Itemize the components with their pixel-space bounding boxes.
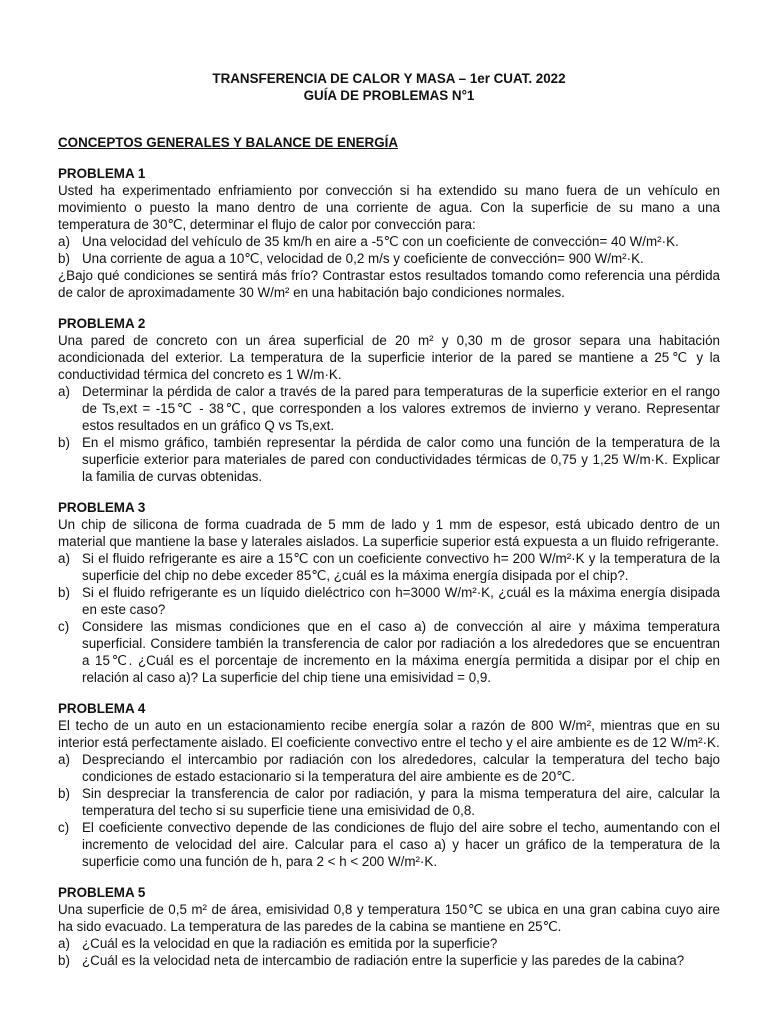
problem-3 [58, 499, 720, 686]
item-label: c) [58, 619, 70, 634]
problem-intro: Una superficie de 0,5 m² de área, emisividad 0,8 y temperatura 150℃ se ubica en una gran cabina cuyo aire ha sido evacuado. La temperatura de las paredes de la cabina se mantiene en 25℃. [58, 902, 720, 934]
problem-title: PROBLEMA 2 [58, 316, 146, 331]
item-text: Despreciando el intercambio por radiación con los alrededores, calcular la temperatura del techo bajo condiciones de estado estacionario si la temperatura del aire ambiente es de 20℃. [82, 752, 720, 784]
problem-outro: ¿Bajo qué condiciones se sentirá más frío? Contrastar estos resultados tomando como referencia una pérdida de calor de aproximadamente 30 W/m² en una habitación bajo condiciones normales. [58, 268, 720, 300]
problem-item [58, 785, 720, 819]
item-text: ¿Cuál es la velocidad neta de intercambio de radiación entre la superficie y las paredes de la cabina? [82, 953, 685, 968]
problem-1 [58, 165, 720, 301]
problem-item [58, 751, 720, 785]
item-text: Si el fluido refrigerante es un líquido dieléctrico con h=3000 W/m²·K, ¿cuál es la máxima energía disipada en este caso? [82, 585, 720, 617]
section-title: CONCEPTOS GENERALES Y BALANCE DE ENERGÍA [58, 135, 399, 150]
problem-2 [58, 315, 720, 485]
problem-item [58, 434, 720, 485]
item-label: a) [58, 384, 70, 399]
item-label: b) [58, 953, 70, 968]
item-label: b) [58, 786, 70, 801]
document-title: TRANSFERENCIA DE CALOR Y MASA – 1er CUAT. 2022 [212, 71, 566, 86]
problem-item [58, 618, 720, 686]
problem-5 [58, 884, 720, 969]
item-label: a) [58, 551, 70, 566]
problem-title: PROBLEMA 1 [58, 166, 146, 181]
item-text: Si el fluido refrigerante es aire a 15℃ con un coeficiente convectivo h= 200 W/m²·K y la temperatura de la superficie del chip no debe exceder 85℃, ¿cuál es la máxima energía disipada por el chip?. [82, 551, 720, 583]
problem-item [58, 550, 720, 584]
item-text: Sin despreciar la transferencia de calor por radiación, y para la misma temperatura del aire, calcular la temperatura del techo si su superficie tiene una emisividad de 0,8. [82, 786, 720, 818]
item-label: c) [58, 820, 70, 835]
problem-intro: Una pared de concreto con un área superficial de 20 m² y 0,30 m de grosor separa una habitación acondicionada del exterior. La temperatura de la superficie interior de la pared se mantiene a 25℃ y la conductividad térmica del concreto es 1 W/m·K. [58, 333, 720, 382]
problem-title: PROBLEMA 3 [58, 500, 146, 515]
problem-item [58, 584, 720, 618]
item-label: b) [58, 251, 70, 266]
item-text: Considere las mismas condiciones que en el caso a) de convección al aire y máxima temperatura superficial. Considere también la transferencia de calor por radiación a los alrededores que se encuentran a 15℃. ¿Cuál es el porcentaje de incremento en la máxima energía permitida a disipar por el chip en relación al caso a)? La superficie del chip tiene una emisividad = 0,9. [82, 619, 720, 685]
item-text: En el mismo gráfico, también representar la pérdida de calor como una función de la temperatura de la superficie exterior para materiales de pared con conductividades térmicas de 0,75 y 1,25 W/m·K. Explicar la familia de curvas obtenidas. [82, 435, 720, 484]
item-label: b) [58, 435, 70, 450]
problem-title: PROBLEMA 5 [58, 885, 146, 900]
item-label: a) [58, 234, 70, 249]
item-label: a) [58, 752, 70, 767]
problem-intro: Usted ha experimentado enfriamiento por convección si ha extendido su mano fuera de un vehículo en movimiento o puesto la mano dentro de una corriente de agua. Con la superficie de su mano a una temperatura de 30℃, determinar el flujo de calor por convección para: [58, 183, 720, 232]
problem-item [58, 952, 720, 969]
item-text: El coeficiente convectivo depende de las condiciones de flujo del aire sobre el techo, aumentando con el incremento de velocidad del aire. Calcular para el caso a) y hacer un gráfico de la temperatura de la superficie como una función de h, para 2 < h < 200 W/m²·K. [82, 820, 720, 869]
problem-4 [58, 700, 720, 870]
problem-title: PROBLEMA 4 [58, 701, 146, 716]
problem-intro: El techo de un auto en un estacionamiento recibe energía solar a razón de 800 W/m², mientras que en su interior está perfectamente aislado. El coeficiente convectivo entre el techo y el aire ambiente es de 12 W/m²·K. [58, 718, 720, 750]
problem-item [58, 250, 720, 267]
problem-item [58, 383, 720, 434]
item-text: ¿Cuál es la velocidad en que la radiación es emitida por la superficie? [82, 936, 498, 951]
item-label: b) [58, 585, 70, 600]
item-text: Una velocidad del vehículo de 35 km/h en aire a -5℃ con un coeficiente de convección= 40 W/m²·K. [82, 234, 679, 249]
problem-item [58, 819, 720, 870]
problem-intro: Un chip de silicona de forma cuadrada de 5 mm de lado y 1 mm de espesor, está ubicado dentro de un material que mantiene la base y laterales aislados. La superficie superior está expuesta a un fluido refrigerante. [58, 517, 720, 549]
item-text: Determinar la pérdida de calor a través de la pared para temperaturas de la superficie exterior en el rango de Ts,ext = -15℃ - 38℃, que corresponden a los valores extremos de invierno y verano. Representar estos resultados en un gráfico Q vs Ts,ext. [82, 384, 720, 433]
item-label: a) [58, 936, 70, 951]
problem-item [58, 935, 720, 952]
item-text: Una corriente de agua a 10℃, velocidad de 0,2 m/s y coeficiente de convección= 900 W/m²·K. [82, 251, 644, 266]
problem-item [58, 233, 720, 250]
document-subtitle: GUÍA DE PROBLEMAS N°1 [303, 88, 475, 103]
